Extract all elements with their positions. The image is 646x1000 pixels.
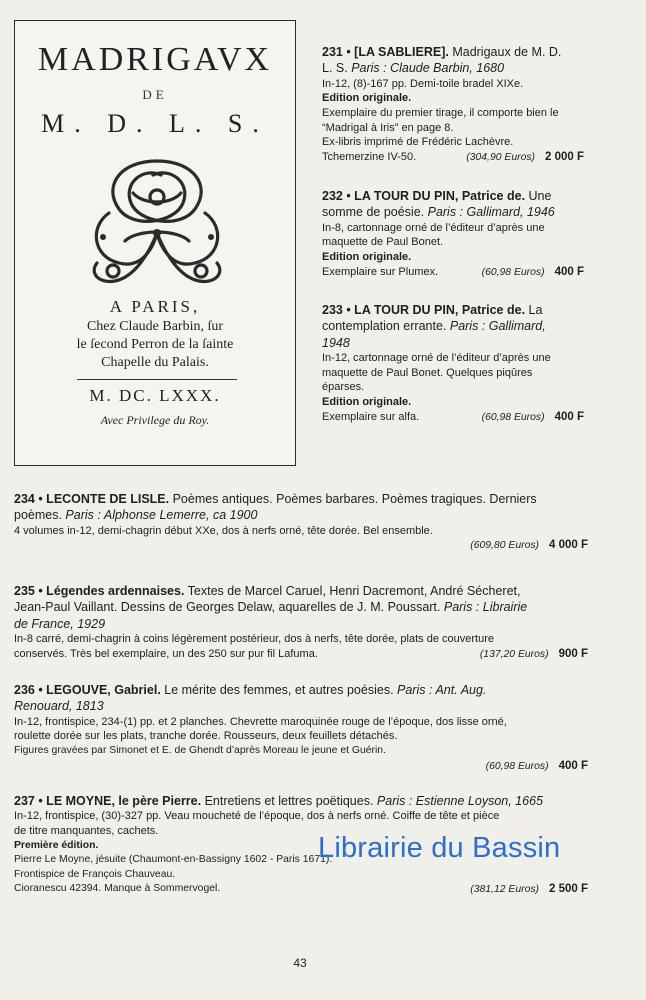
entry-price: 400 F (558, 759, 588, 772)
entry-price: 400 F (554, 265, 584, 278)
entry-imprint-cont: Renouard, 1813 (14, 699, 104, 714)
imprint-line-2: le ſecond Perron de la ſainte (76, 337, 234, 352)
entry-note: Figures gravées par Simonet et E. de Ghendt d’après Moreau le jeune et Guérin. (14, 745, 386, 756)
entry-heading: 234 • LECONTE DE LISLE. (14, 492, 170, 506)
entry-heading: 236 • LEGOUVE, Gabriel. (14, 683, 161, 697)
entry-note: Ex-libris imprimé de Frédéric Lachèvre. (322, 136, 514, 149)
entry-description: In-12, (8)-167 pp. Demi-toile bradel XIXe. (322, 77, 524, 90)
entry-imprint: Paris : Librairie (443, 600, 528, 615)
entry-imprint: Paris : Estienne Loyson, 1665 (376, 794, 543, 808)
entry-euro-price: (60,98 Euros) (485, 760, 549, 772)
entry-euro-price: (137,20 Euros) (479, 648, 549, 660)
entry-description: In-8, cartonnage orné de l’éditeur d’après une (322, 221, 545, 234)
entry-title-cont: L. S. (322, 61, 352, 76)
entry-note: Pierre Le Moyne, jésuite (Chaumont-en-Bassigny 1602 - Paris 1671). (14, 854, 333, 866)
entry-price: 2 000 F (545, 150, 584, 163)
entry-description: maquette de Paul Bonet. (322, 236, 444, 249)
entry-description: de titre manquantes, cachets. (14, 825, 159, 837)
entry-edition: Edition originale. (322, 396, 412, 408)
entry-description: conservés. Très bel exemplaire, un des 250 sur pur fil Lafuma. (14, 647, 318, 660)
book-title-de: DE (142, 87, 168, 102)
entry-title: Entretiens et lettres poëtiques. (201, 794, 377, 808)
entry-euro-price: (381,12 Euros) (470, 884, 539, 896)
title-page-illustration (14, 20, 296, 466)
entry-description: In-12, cartonnage orné de l’éditeur d’après une (322, 352, 551, 365)
entry-price: 4 000 F (549, 539, 588, 552)
entry-edition: Edition originale. (322, 251, 412, 263)
entry-edition: Edition originale. (322, 92, 412, 105)
entry-description: maquette de Paul Bonet. Quelques piqûres (322, 366, 533, 379)
entry-title-cont: Jean-Paul Vaillant. Dessins de Georges Delaw, aquarelles de J. M. Poussart. (14, 600, 444, 615)
entry-title: Textes de Marcel Caruel, Henri Dacremont, André Sécheret, (184, 584, 521, 598)
entry-imprint-cont: de France, 1929 (14, 616, 106, 631)
imprint-line-1: Chez Claude Barbin, ſur (86, 319, 224, 334)
entry-note: Exemplaire du premier tirage, il comporte bien le (322, 107, 559, 119)
entry-heading: 232 • LA TOUR DU PIN, Patrice de. (322, 189, 526, 203)
imprint-year: M. DC. LXXX. (89, 386, 221, 405)
imprint-privilege: Avec Privilege du Roy. (100, 413, 210, 427)
catalog-entry-231 (322, 44, 584, 165)
entry-description: roulette dorée sur les plats, tranche dorée. Rousseurs, deux feuillets détachés. (14, 730, 398, 743)
entry-edition: Première édition. (14, 839, 99, 851)
entry-description: 4 volumes in-12, demi-chagrin début XXe, dos à nerfs orné, tête dorée. Bel ensemble. (14, 524, 433, 537)
entry-description: In-8 carré, demi-chagrin à coins légèrement postérieur, dos à nerfs, tête dorée, plats de couverture (14, 633, 494, 646)
book-author-initials: M. D. L. S. (41, 109, 269, 138)
bookseller-watermark: Librairie du Bassin (318, 832, 561, 864)
entry-price: 2 500 F (549, 883, 588, 896)
entry-note: Frontispice de François Chauveau. (14, 868, 176, 880)
entry-note: “Madrigal à Iris” en page 8. (322, 121, 454, 134)
page-number: 43 (293, 956, 307, 970)
catalog-entry-232 (322, 188, 584, 280)
entry-heading: 237 • LE MOYNE, le père Pierre. (14, 794, 202, 808)
entry-imprint: Paris : Claude Barbin, 1680 (351, 61, 505, 76)
imprint-line-3: Chapelle du Palais. (101, 355, 209, 370)
entry-heading: 233 • LA TOUR DU PIN, Patrice de. (322, 303, 526, 317)
catalog-entry-235 (14, 583, 588, 662)
imprint-city: A PARIS, (109, 297, 201, 316)
entry-title-cont: poèmes. (14, 508, 66, 523)
entry-description: In-12, frontispice, 234-(1) pp. et 2 planches. Chevrette maroquinée rouge de l’époque, dos lisse orné, (14, 715, 507, 728)
monogram-ornament-icon (79, 153, 235, 291)
entry-imprint: Paris : Alphonse Lemerre, ca 1900 (65, 508, 258, 523)
entry-description: In-12, frontispice, (30)-327 pp. Veau moucheté de l’époque, dos à nerfs orné. Coiffe de tête et pièce (14, 810, 500, 823)
entry-euro-price: (60,98 Euros) (481, 411, 545, 423)
entry-price: 400 F (554, 410, 584, 423)
entry-title: La (525, 303, 543, 317)
entry-imprint-cont: 1948 (322, 335, 350, 350)
entry-reference: Cioranescu 42394. Manque à Sommervogel. (14, 883, 221, 895)
entry-description: éparses. (322, 381, 365, 394)
entry-imprint: Paris : Ant. Aug. (397, 683, 487, 697)
entry-imprint: Paris : Gallimard, 1946 (427, 205, 555, 220)
entry-euro-price: (304,90 Euros) (466, 151, 535, 163)
catalog-entry-234 (14, 491, 588, 554)
entry-euro-price: (609,80 Euros) (470, 540, 539, 552)
entry-reference: Exemplaire sur Plumex. (322, 265, 439, 278)
book-title: MADRIGAVX (37, 41, 273, 78)
entry-imprint: Paris : Gallimard, (449, 319, 546, 334)
entry-title: Poèmes antiques. Poèmes barbares. Poèmes tragiques. Derniers (169, 492, 537, 506)
entry-heading: 231 • [LA SABLIERE]. (322, 45, 449, 59)
entry-reference: Exemplaire sur alfa. (322, 410, 420, 423)
entry-reference: Tchemerzine IV-50. (322, 150, 417, 163)
entry-title: Madrigaux de M. D. (448, 45, 562, 59)
entry-title-cont: contemplation errante. (322, 319, 450, 334)
entry-title: Le mérite des femmes, et autres poésies. (160, 683, 398, 697)
entry-title-cont: somme de poésie. (322, 205, 428, 220)
entry-heading: 235 • Légendes ardennaises. (14, 584, 185, 598)
catalog-entry-236 (14, 682, 588, 774)
catalog-entry-233 (322, 302, 584, 425)
entry-price: 900 F (558, 647, 588, 660)
entry-title: Une (525, 189, 552, 203)
entry-euro-price: (60,98 Euros) (481, 266, 545, 278)
imprint-rule (77, 379, 237, 380)
